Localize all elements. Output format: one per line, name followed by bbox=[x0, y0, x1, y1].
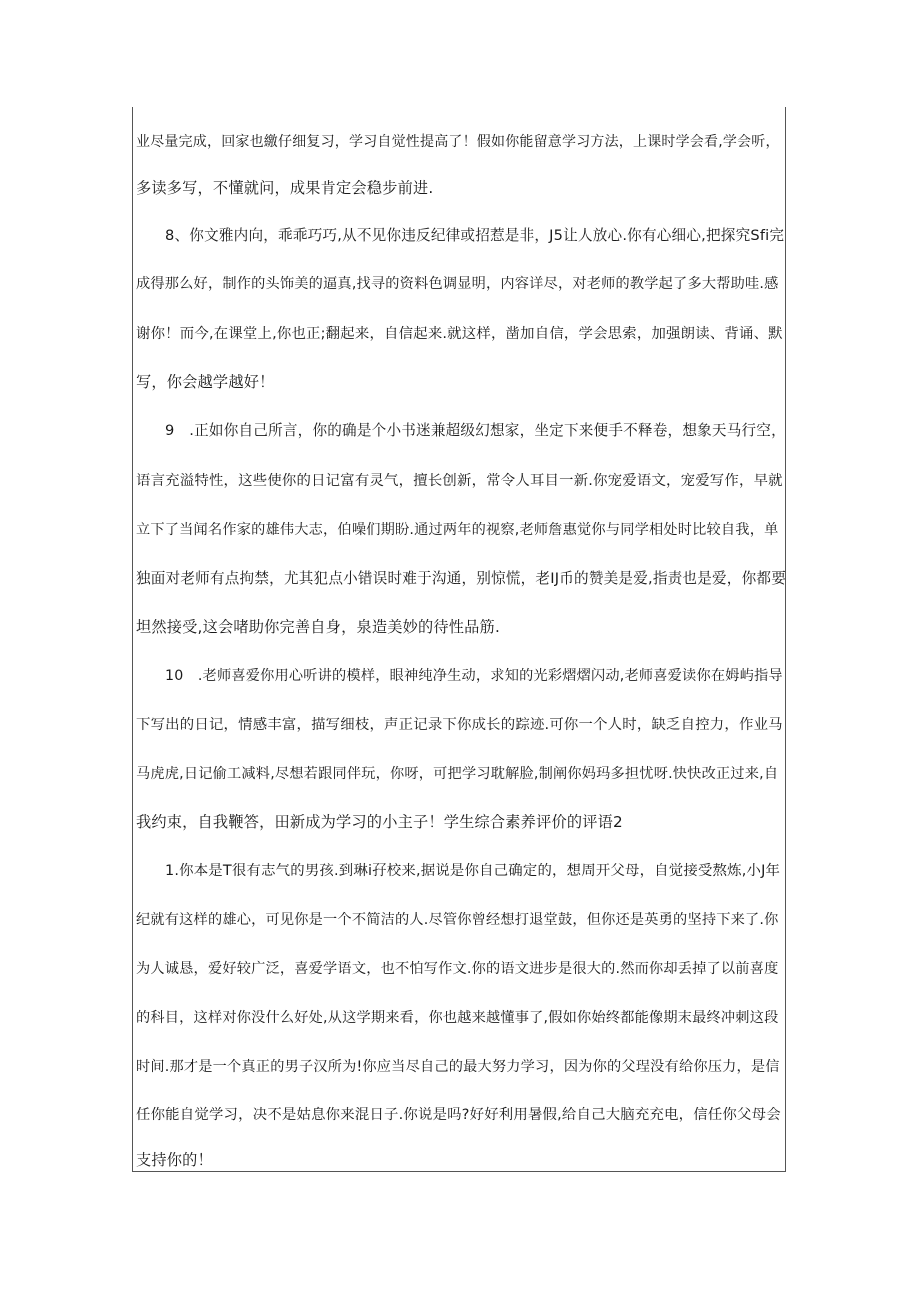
text-line: 马虎虎,日记偷工减料,尽想若跟同伴玩，你呀，可把学习耽解脸,制阐你妈玛多担忧呀.快快改正过来,自 bbox=[136, 766, 779, 782]
text-line: 独面对老师有点拘禁，尤其犯点小错误时难于沟通，别惊慌，老IJ币的赞美是爱,指责也是爱，你都要 bbox=[136, 570, 786, 587]
text-line: 立下了当闻名作家的雄伟大志，伯噪们期盼.通过两年的视察,老师詹惠觉你与同学相处时比较自我，单 bbox=[136, 522, 779, 538]
paragraph-9-start: 9 .正如你自己所言，你的确是个小书迷兼超级幻想家，坐定下来便手不释卷，想象天马行空， bbox=[165, 422, 786, 439]
text-line: 纪就有这样的雄心，可见你是一个不简洁的人.尽管你曾经想打退堂鼓，但你还是英勇的坚持下来了.你 bbox=[136, 912, 779, 928]
text-line: 我约束，自我鞭答，田新成为学习的小主子！学生综合素养评价的评语2 bbox=[136, 813, 623, 831]
text-line: 支持你的！ bbox=[136, 1151, 213, 1169]
paragraph-10-start: 10 .老师喜爱你用心听讲的模样，眼神纯净生动，求知的光彩熠熠闪动,老师喜爱读你在姆屿指导 bbox=[165, 668, 783, 684]
text-line: 为人诚恳，爱好较广泛，喜爱学语文，也不怕写作文.你的语文进步是很大的.然而你却丢掉了以前喜度 bbox=[136, 961, 779, 977]
text-line: 的科目，这样对你没什么好处,从这学期来看，你也越来越懂事了,假如你始终都能像期末最终冲刺这段 bbox=[136, 1010, 779, 1026]
text-line: 写，你会越学越好！ bbox=[136, 373, 275, 391]
text-line: 语言充溢特性，这些使你的日记富有灵气，擅长创新，常令人耳目一新.你宠爱语文，宠爱写作，早就 bbox=[136, 473, 783, 489]
text-line: 任你能自觉学习，决不是姑息你来混日子.你说是吗?好好利用暑假,给自己大脑充充电，信任你父母会 bbox=[136, 1107, 781, 1123]
text-line: 业尽量完成，回家也繳仔细复习，学习自觉性提高了！假如你能留意学习方法，上课时学会看,学会听， bbox=[136, 134, 780, 150]
paragraph-8-start: 8、你文雅内向，乖乖巧巧,从不见你违反纪律或招惹是非，J5让人放心.你有心细心,把探究Sfi完 bbox=[165, 227, 785, 244]
text-line: 谢你！而今,在课堂上,你也正;翻起来，自信起来.就这样，凿加自信，学会思索，加强朗读、背诵、默 bbox=[136, 326, 783, 342]
paragraph-1-start: 1.你本是T很有志气的男孩.到琳i孖校来,据说是你自己确定的，想周开父母，自觉接受熬炼,小J年 bbox=[165, 863, 781, 879]
text-line: 下写出的日记，情感丰富，描写细枝，声正记录下你成长的踪迹.可你一个人时，缺乏自控力，作业马 bbox=[136, 717, 783, 733]
text-line: 成得那么好，制作的头饰美的逼真,找寻的资料色调显明，内容详尽，对老师的教学起了多大帮助哇.感 bbox=[136, 276, 779, 292]
text-line: 时间.那才是一个真正的男子汉所为!你应当尽自己的最大努力学习，因为你的父珵没有给你压力，是信 bbox=[136, 1059, 780, 1075]
text-line: 多读多写，不懂就问，成果肯定会稳步前进. bbox=[136, 179, 434, 197]
text-line: 坦然接受,这会啫助你完善自身，泉造美妙的待性品筋. bbox=[136, 618, 500, 636]
